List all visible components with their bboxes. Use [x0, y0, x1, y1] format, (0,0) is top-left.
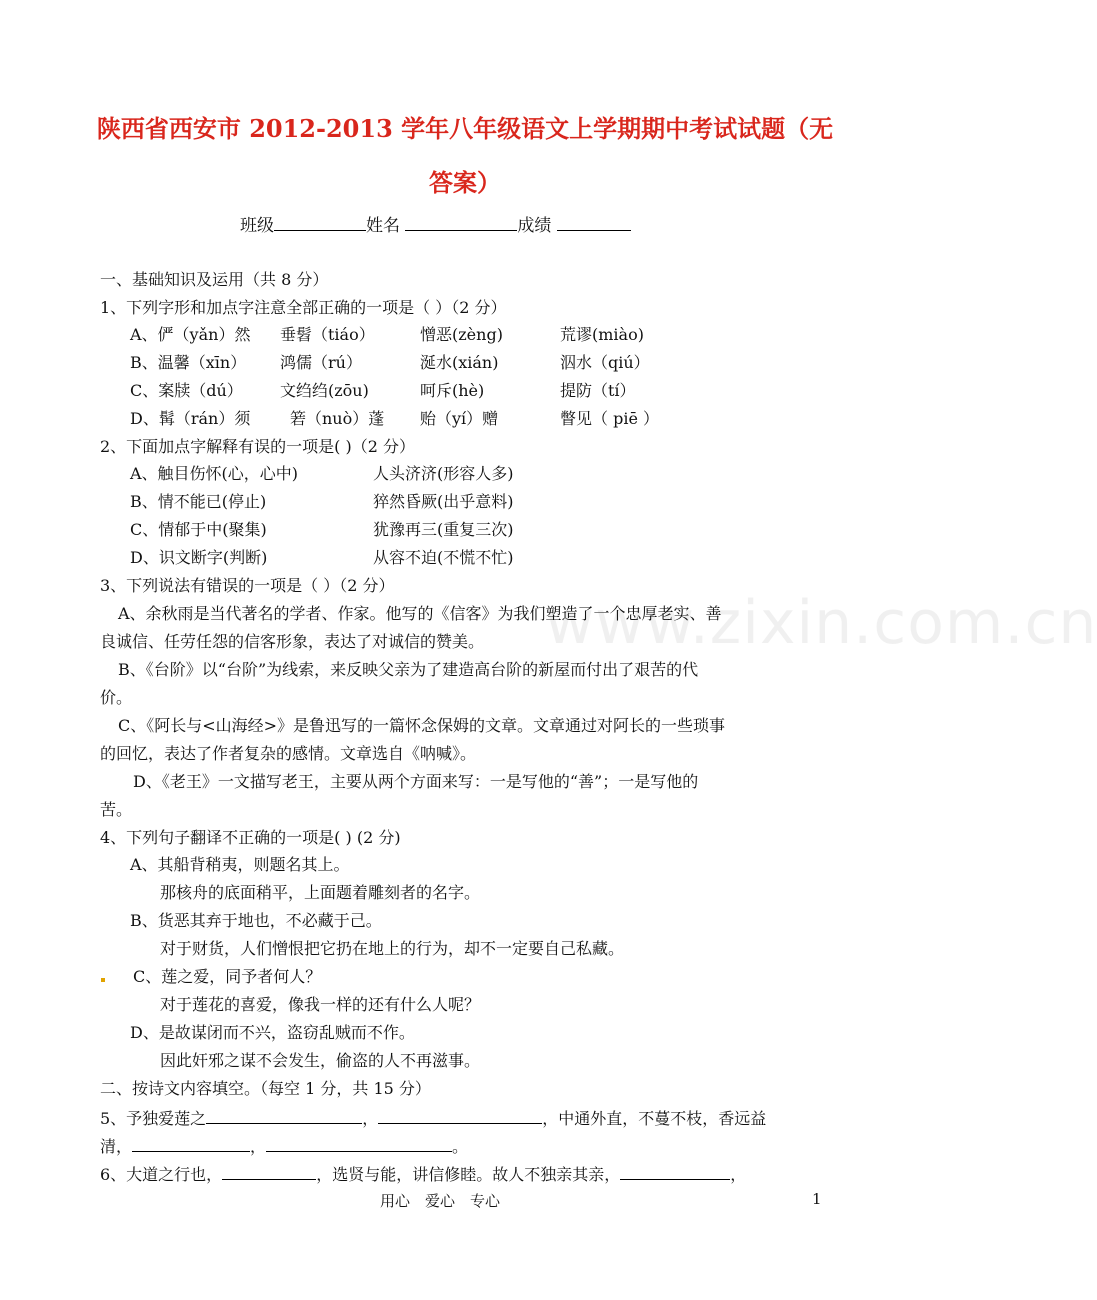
q1-option-a-3: 憎恶(zèng) — [420, 325, 503, 344]
page-number: 1 — [812, 1190, 822, 1208]
q1-option-b-3: 涎水(xián) — [420, 353, 499, 372]
q3-option-c-line2: 的回忆，表达了作者复杂的感情。文章选自《呐喊》。 — [100, 744, 477, 763]
q6-text-a: 6、大道之行也， — [100, 1165, 223, 1184]
q2-option-d-2: 从容不迫(不慌不忙) — [373, 548, 514, 567]
question-3-stem: 3、下列说法有错误的一项是（ ）（2 分） — [100, 576, 395, 595]
q5-text-d: 清， — [100, 1137, 133, 1156]
q1-option-a-4: 荒谬(miào) — [560, 325, 644, 344]
q5-text-a: 5、予独爱莲之 — [100, 1109, 207, 1128]
q4-option-c: C、莲之爱，同予者何人？ — [133, 967, 322, 986]
q3-option-c-line1: C、《阿长与<山海经>》是鲁迅写的一篇怀念保姆的文章。文章通过对阿长的一些琐事 — [118, 716, 726, 735]
q2-option-a-2: 人头济济(形容人多) — [373, 464, 514, 483]
q1-option-b-4: 泅水（qiú） — [560, 353, 650, 372]
question-6-line1 — [100, 1161, 822, 1187]
q3-option-a-line1: A、余秋雨是当代著名的学者、作家。他写的《信客》为我们塑造了一个忠厚老实、善 — [118, 604, 722, 623]
q2-option-b-2: 猝然昏厥(出乎意料) — [373, 492, 514, 511]
q5-blank-3[interactable] — [132, 1133, 250, 1152]
q5-text-c: ，中通外直，不蔓不枝，香远益 — [542, 1109, 767, 1128]
page-title: 陕西省西安市 2012-2013 学年八年级语文上学期期中考试试题（无 — [96, 114, 834, 143]
question-5-line2 — [100, 1133, 822, 1159]
q4-option-c-translation: 对于莲花的喜爱，像我一样的还有什么人呢？ — [160, 995, 481, 1014]
name-label: 姓名 — [366, 216, 400, 236]
page-title-continued: 答案） — [429, 168, 501, 197]
q1-option-c-1: C、案牍（dú） — [130, 381, 243, 400]
q1-option-d-1: D、髯（rán）须 — [130, 409, 251, 428]
score-blank[interactable] — [557, 212, 631, 231]
section-1-heading: 一、基础知识及运用（共 8 分） — [100, 270, 329, 289]
name-blank[interactable] — [405, 212, 517, 231]
section-2-heading: 二、按诗文内容填空。（每空 1 分，共 15 分） — [100, 1079, 431, 1098]
question-4-stem: 4、下列句子翻译不正确的一项是( ) (2 分) — [100, 828, 401, 847]
q4-option-a: A、其船背稍夷，则题名其上。 — [130, 855, 350, 874]
q6-blank-1[interactable] — [222, 1161, 316, 1180]
q4-option-d: D、是故谋闭而不兴，盗窃乱贼而不作。 — [130, 1023, 415, 1042]
q2-option-c-2: 犹豫再三(重复三次) — [373, 520, 514, 539]
q6-text-b: ，选贤与能，讲信修睦。故人不独亲其亲， — [316, 1165, 621, 1184]
q1-option-a-2: 垂髫（tiáo） — [280, 325, 375, 344]
q5-blank-1[interactable] — [206, 1105, 362, 1124]
q5-blank-2[interactable] — [378, 1105, 542, 1124]
q1-option-c-4: 提防（tí） — [560, 381, 636, 400]
q4-option-b: B、货恶其弃于地也，不必藏于己。 — [130, 911, 382, 930]
page-footer: 用心 爱心 专心 — [380, 1192, 501, 1210]
q3-option-d-line2: 苦。 — [100, 800, 133, 819]
q3-option-a-line2: 良诚信、任劳任怨的信客形象，表达了对诚信的赞美。 — [100, 632, 485, 651]
q5-text-f: 。 — [452, 1137, 469, 1156]
q3-option-b-line1: B、《台阶》以“台阶”为线索，来反映父亲为了建造高台阶的新屋而付出了艰苦的代 — [118, 660, 699, 679]
q1-option-d-3: 贻（yí）赠 — [420, 409, 499, 428]
student-info — [240, 212, 720, 238]
q4-option-b-translation: 对于财货，人们憎恨把它扔在地上的行为，却不一定要自己私藏。 — [160, 939, 625, 958]
question-5-line1 — [100, 1105, 822, 1131]
q4-option-a-translation: 那核舟的底面稍平，上面题着雕刻者的名字。 — [160, 883, 481, 902]
q1-option-d-2: 箬（nuò）蓬 — [290, 409, 385, 428]
stray-mark — [101, 978, 105, 982]
class-label: 班级 — [240, 216, 274, 236]
q1-option-b-1: B、温馨（xīn） — [130, 353, 247, 372]
q1-option-c-2: 文绉绉(zōu) — [280, 381, 369, 400]
q6-text-c: ， — [730, 1165, 747, 1184]
watermark: www.zixin.com.cn — [545, 588, 1097, 658]
q2-option-c-1: C、情郁于中(聚集) — [130, 520, 267, 539]
q5-text-b: ， — [362, 1109, 379, 1128]
class-blank[interactable] — [274, 212, 366, 231]
q2-option-d-1: D、识文断字(判断) — [130, 548, 268, 567]
q2-option-b-1: B、情不能已(停止) — [130, 492, 267, 511]
question-1-stem: 1、下列字形和加点字注意全部正确的一项是（ ）（2 分） — [100, 298, 507, 317]
q1-option-c-3: 呵斥(hè) — [420, 381, 485, 400]
q6-blank-2[interactable] — [620, 1161, 730, 1180]
q3-option-d-line1: D、《老王》一文描写老王，主要从两个方面来写：一是写他的“善”；一是写他的 — [133, 772, 699, 791]
q3-option-b-line2: 价。 — [100, 688, 133, 707]
q4-option-d-translation: 因此奸邪之谋不会发生，偷盗的人不再滋事。 — [160, 1051, 481, 1070]
q5-text-e: ， — [250, 1137, 267, 1156]
q2-option-a-1: A、触目伤怀(心，心中) — [130, 464, 299, 483]
score-label: 成绩 — [517, 216, 552, 236]
q5-blank-4[interactable] — [266, 1133, 452, 1152]
q1-option-d-4: 瞥见（ piē ） — [560, 409, 660, 428]
question-2-stem: 2、下面加点字解释有误的一项是( )（2 分） — [100, 437, 416, 456]
q1-option-a-1: A、俨（yǎn）然 — [130, 325, 251, 344]
q1-option-b-2: 鸿儒（rú） — [280, 353, 362, 372]
